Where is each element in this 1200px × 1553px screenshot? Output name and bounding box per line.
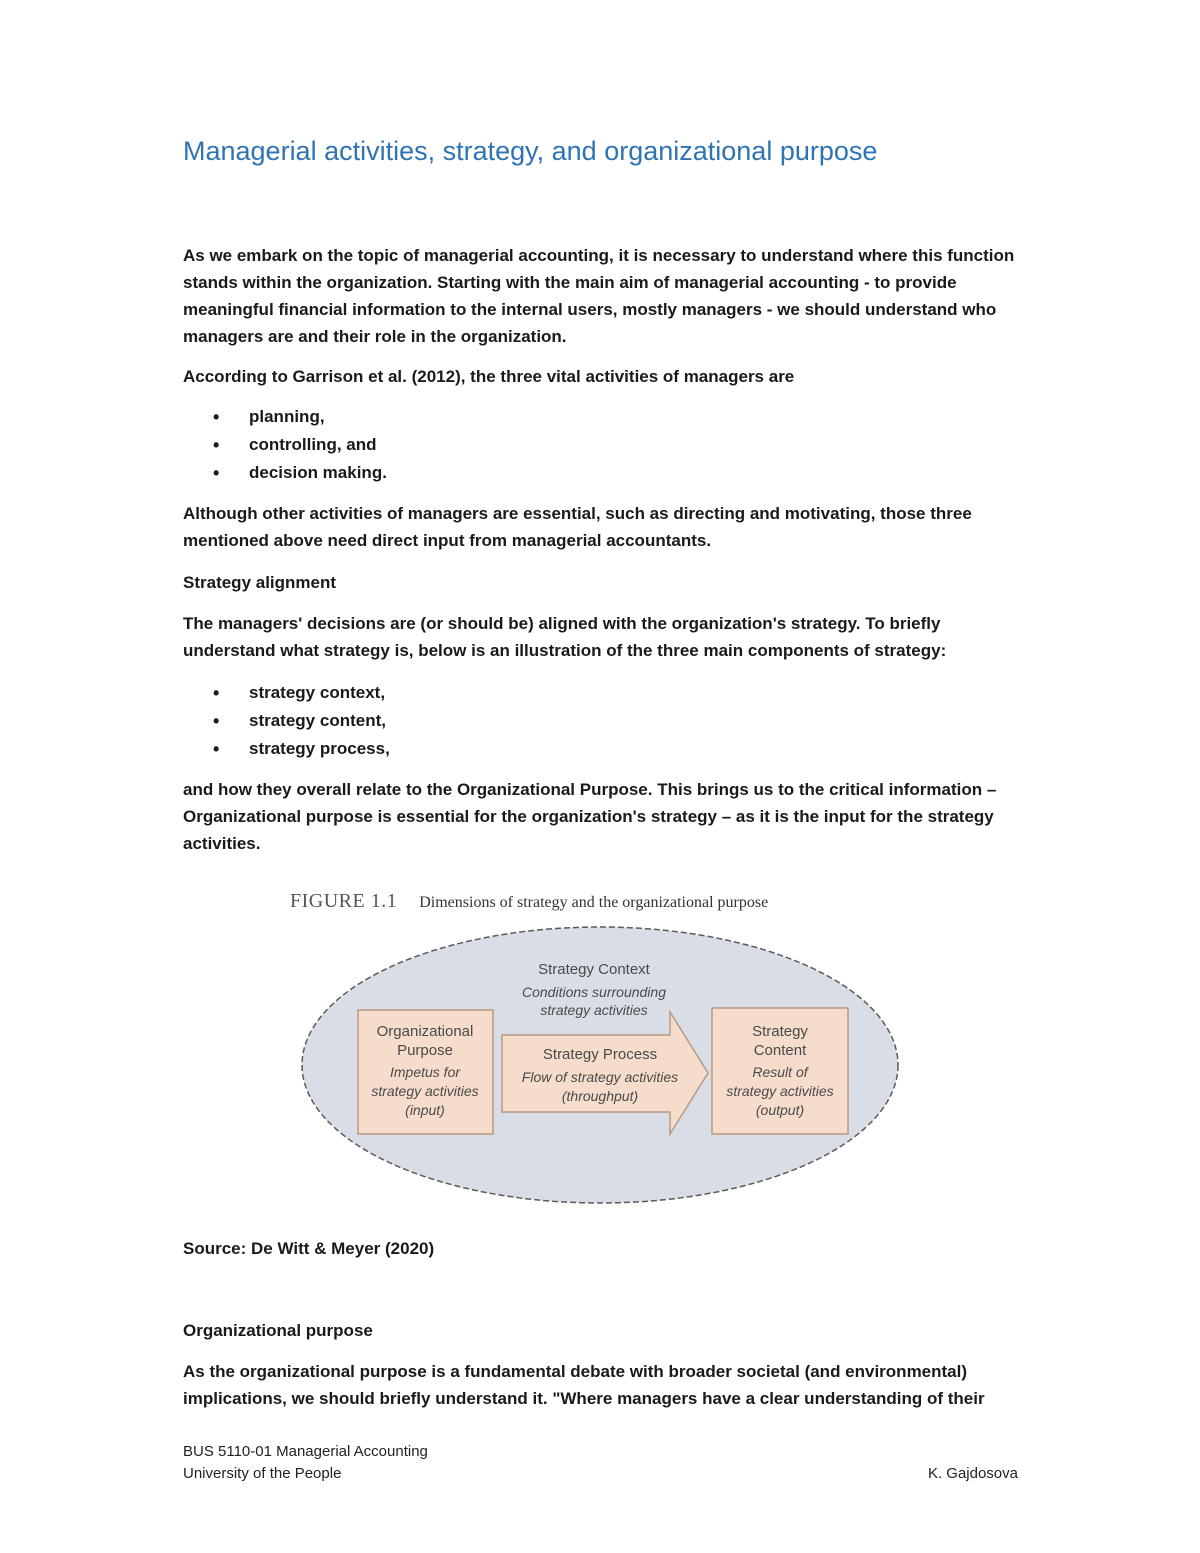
context-desc-1: Conditions surrounding	[522, 984, 666, 1000]
list-item: • controlling, and	[183, 431, 983, 459]
context-title: Strategy Context	[538, 961, 650, 978]
process-desc-2: (throughput)	[561, 1088, 639, 1104]
content-desc-3: (output)	[755, 1102, 805, 1118]
process-title: Strategy Process	[542, 1046, 658, 1063]
content-desc-1: Result of	[752, 1064, 808, 1080]
footer-course: BUS 5110-01 Managerial Accounting	[183, 1443, 428, 1460]
organizational-purpose-paragraph: As the organizational purpose is a fundamental debate with broader societal (and environmental) implications, we should briefly understand it. "Where managers have a clear understanding of their	[183, 1362, 985, 1408]
purpose-desc-2: strategy activities	[371, 1083, 479, 1099]
strategy-dimensions-diagram	[290, 920, 910, 1210]
content-desc-2: strategy activities	[726, 1083, 834, 1099]
list-item: • planning,	[183, 403, 983, 431]
purpose-title-1: Organizational	[376, 1023, 474, 1040]
figure-source: Source: De Witt & Meyer (2020)	[183, 1239, 435, 1258]
purpose-title-2: Purpose	[397, 1042, 453, 1059]
garrison-paragraph: According to Garrison et al. (2012), the three vital activities of managers are	[183, 367, 795, 386]
purpose-relation-paragraph: and how they overall relate to the Organizational Purpose. This brings us to the critical information – Organizational purpose is essential for the organization's strategy – as it is the input for the strategy activities.	[183, 780, 997, 853]
figure-number: FIGURE 1.1	[290, 890, 398, 912]
organizational-purpose-heading: Organizational purpose	[183, 1321, 373, 1340]
list-item: • decision making.	[183, 459, 983, 487]
footer-author: K. Gajdosova	[927, 1465, 1018, 1482]
figure-title: Dimensions of strategy and the organizational purpose	[419, 894, 769, 911]
activities-list	[183, 403, 983, 487]
purpose-desc-1: Impetus for	[389, 1064, 461, 1080]
other-activities-paragraph: Although other activities of managers are essential, such as directing and motivating, those three mentioned above need direct input from managerial accountants.	[183, 504, 972, 550]
strategy-components-list	[183, 679, 983, 763]
process-desc-1: Flow of strategy activities	[521, 1069, 679, 1085]
purpose-desc-3: (input)	[405, 1102, 445, 1118]
context-desc-2: strategy activities	[540, 1002, 648, 1018]
page-title: Managerial activities, strategy, and organizational purpose	[183, 136, 878, 166]
strategy-intro-paragraph: The managers' decisions are (or should be) aligned with the organization's strategy. To briefly understand what strategy is, below is an illustration of the three main components of strategy:	[183, 614, 947, 660]
list-item: • strategy process,	[183, 735, 983, 763]
footer-university: University of the People	[183, 1465, 342, 1482]
list-item: • strategy content,	[183, 707, 983, 735]
content-title-2: Content	[753, 1042, 807, 1059]
page-footer	[183, 1441, 1018, 1485]
intro-paragraph: As we embark on the topic of managerial accounting, it is necessary to understand where this function stands within the organization. Starting with the main aim of managerial accounting - to provide meaningful financial information to the internal users, mostly managers - we should understand who managers are and their role in the organization.	[183, 246, 1015, 346]
content-title-1: Strategy	[752, 1023, 808, 1040]
list-item: • strategy context,	[183, 679, 983, 707]
figure-caption	[290, 890, 768, 913]
strategy-alignment-heading: Strategy alignment	[183, 573, 337, 592]
